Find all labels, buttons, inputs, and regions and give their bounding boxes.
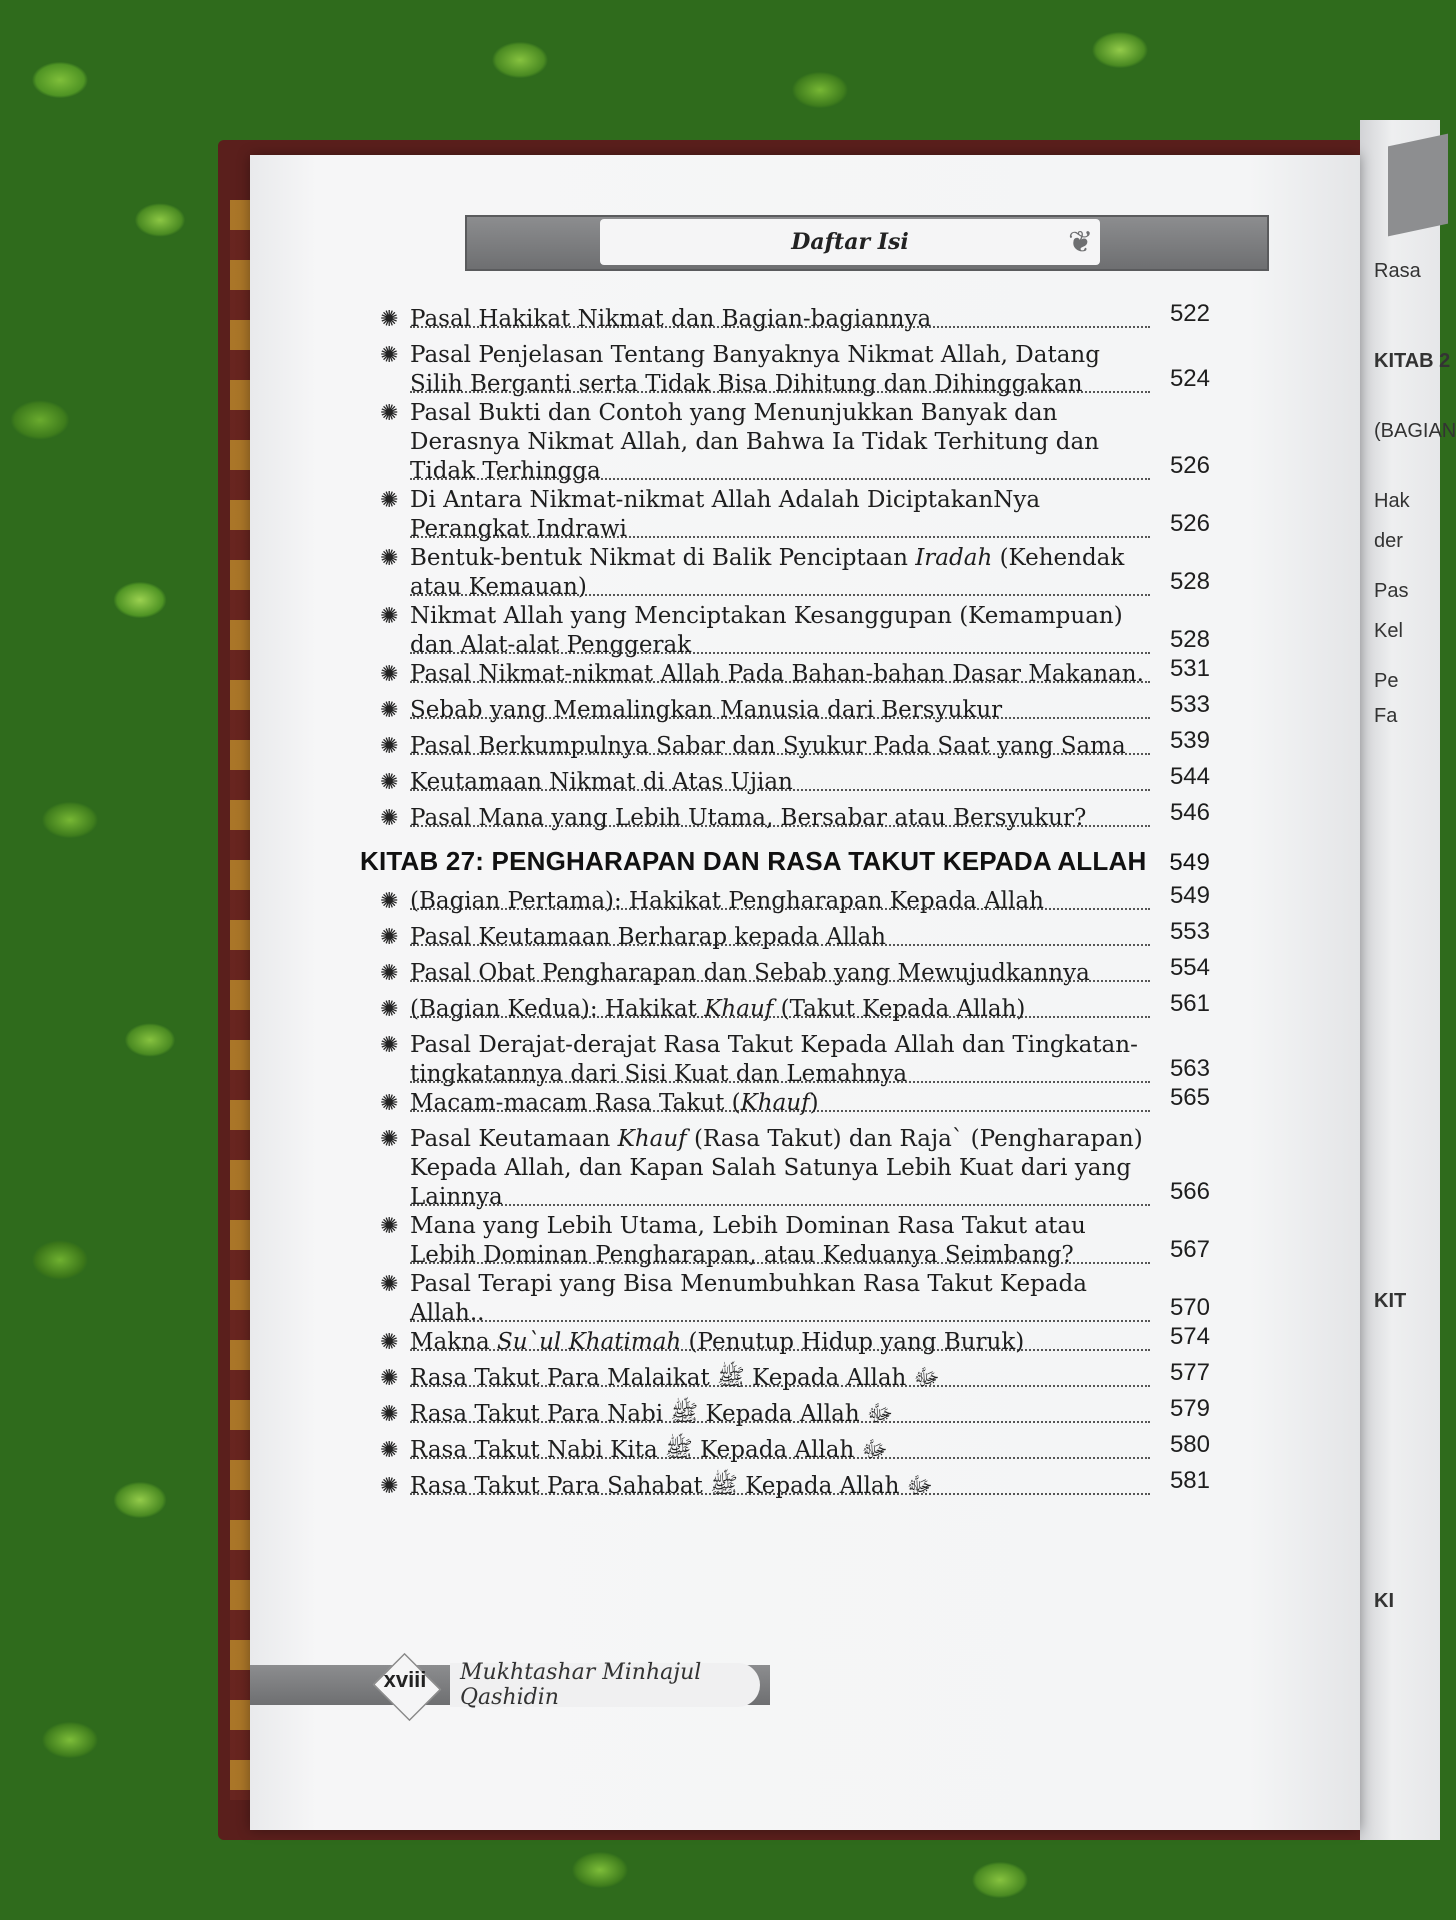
toc-entry	[380, 1431, 1210, 1466]
facing-header-band	[1388, 134, 1448, 237]
bullet-icon: ✺	[380, 662, 399, 687]
toc-entry-title: (Bagian Pertama): Hakikat Pengharapan Kepada Allah 549	[410, 882, 1210, 914]
toc-entry	[380, 990, 1210, 1025]
section-page: 549	[1169, 849, 1210, 876]
bullet-icon: ✺	[380, 925, 399, 950]
toc-entry	[380, 727, 1210, 762]
bullet-icon: ✺	[380, 343, 399, 368]
toc-entry	[380, 399, 1210, 484]
toc-page-number: 522	[1169, 300, 1210, 327]
facing-text: Kel	[1374, 620, 1403, 642]
toc-entry-title: Pasal Terapi yang Bisa Menumbuhkan Rasa Takut Kepada Allah.. 570	[410, 1271, 1210, 1326]
toc-entry	[380, 918, 1210, 953]
toc-entry	[380, 544, 1210, 600]
toc-entry	[380, 1323, 1210, 1358]
toc-entry-title: Nikmat Allah yang Menciptakan Kesanggupan (Kemampuan) dan Alat-alat Penggerak 528	[410, 603, 1210, 658]
toc-entry-title: Pasal Penjelasan Tentang Banyaknya Nikmat Allah, Datang Silih Berganti serta Tidak Bisa Dihitung dan Dihinggakan 524	[410, 342, 1210, 397]
toc-entry-title: Rasa Takut Para Malaikat ﷺ Kepada Allah ﷻ 577	[410, 1359, 1210, 1391]
toc-page-number: 546	[1169, 799, 1210, 826]
bullet-icon: ✺	[380, 488, 399, 513]
toc-page-number: 526	[1169, 452, 1210, 479]
toc-entry-title: Makna Su`ul Khatimah (Penutup Hidup yang Buruk) 574	[410, 1323, 1210, 1355]
bullet-icon: ✺	[380, 1438, 399, 1463]
toc-entry-title: Pasal Obat Pengharapan dan Sebab yang Mewujudkannya 554	[410, 954, 1210, 986]
toc-entry	[380, 1395, 1210, 1430]
toc-entry-title: Rasa Takut Nabi Kita ﷺ Kepada Allah ﷻ 580	[410, 1431, 1210, 1463]
facing-text: Pe	[1374, 670, 1399, 692]
toc-page-number: 561	[1169, 990, 1210, 1017]
toc-page-number: 567	[1169, 1236, 1210, 1263]
running-footer-title: Mukhtashar Minhajul Qashidin	[450, 1663, 760, 1707]
toc-entry-title: Pasal Berkumpulnya Sabar dan Syukur Pada Saat yang Sama 539	[410, 727, 1210, 759]
toc-page-number: 533	[1169, 691, 1210, 718]
facing-text: Rasa	[1374, 260, 1421, 282]
toc-page-number: 531	[1169, 655, 1210, 682]
toc-page-number: 553	[1169, 918, 1210, 945]
facing-text: KITAB 2	[1374, 350, 1451, 372]
toc-entry	[380, 602, 1210, 658]
toc-entry-title: Pasal Nikmat-nikmat Allah Pada Bahan-bahan Dasar Makanan. 531	[410, 655, 1210, 687]
leader-dots	[410, 1320, 1150, 1322]
bullet-icon: ✺	[380, 770, 399, 795]
bullet-icon: ✺	[380, 889, 399, 914]
toc-page-number: 581	[1169, 1467, 1210, 1494]
facing-text: KI	[1374, 1590, 1394, 1612]
page-title: Daftar Isi	[791, 229, 909, 255]
bullet-icon: ✺	[380, 401, 399, 426]
toc-entry-title: (Bagian Kedua): Hakikat Khauf (Takut Kepada Allah) 561	[410, 990, 1210, 1022]
toc-entry-title: Pasal Derajat-derajat Rasa Takut Kepada Allah dan Tingkatan-tingkatannya dari Sisi Kuat dan Lemahnya 563	[410, 1032, 1210, 1087]
toc-entry	[380, 1212, 1210, 1268]
section-title: KITAB 27: PENGHARAPAN DAN RASA TAKUT KEPADA ALLAH	[360, 846, 1147, 876]
toc-entry	[380, 1359, 1210, 1394]
bullet-icon: ✺	[380, 1272, 399, 1297]
page-number: xviii	[383, 1667, 427, 1692]
toc-page-number: 574	[1169, 1323, 1210, 1350]
toc-entry-title: Sebab yang Memalingkan Manusia dari Bersyukur 533	[410, 691, 1210, 723]
toc-entry	[380, 1270, 1210, 1326]
toc-entry	[380, 691, 1210, 726]
toc-page-number: 526	[1169, 510, 1210, 537]
toc-page-number: 566	[1169, 1178, 1210, 1205]
page-header	[600, 219, 1100, 265]
bullet-icon: ✺	[380, 1214, 399, 1239]
bullet-icon: ✺	[380, 1330, 399, 1355]
toc-page-number: 563	[1169, 1055, 1210, 1082]
toc-page-number: 549	[1169, 882, 1210, 909]
toc-page-number: 579	[1169, 1395, 1210, 1422]
facing-text: (BAGIAN	[1374, 420, 1456, 442]
bullet-icon: ✺	[380, 1127, 399, 1152]
toc-entry-title: Mana yang Lebih Utama, Lebih Dominan Rasa Takut atau Lebih Dominan Pengharapan, atau Keduanya Seimbang? 567	[410, 1213, 1210, 1268]
toc-entry-title: Pasal Hakikat Nikmat dan Bagian-bagiannya 522	[410, 300, 1210, 332]
toc-entry-title: Di Antara Nikmat-nikmat Allah Adalah DiciptakanNya Perangkat Indrawi 526	[410, 487, 1210, 542]
floral-ornament-icon: ❦	[1068, 225, 1094, 260]
bullet-icon: ✺	[380, 1091, 399, 1116]
bullet-icon: ✺	[380, 1402, 399, 1427]
facing-text: Fa	[1374, 705, 1398, 727]
toc-page-number: 554	[1169, 954, 1210, 981]
toc-page-number: 539	[1169, 727, 1210, 754]
leader-dots	[410, 1204, 1150, 1206]
section-heading	[360, 846, 1210, 877]
toc-entry-title: Rasa Takut Para Nabi ﷺ Kepada Allah ﷻ 579	[410, 1395, 1210, 1427]
toc-entry	[380, 1125, 1210, 1210]
bullet-icon: ✺	[380, 546, 399, 571]
toc-entry	[380, 1084, 1210, 1119]
facing-text: Hak	[1374, 490, 1410, 512]
toc-page-number: 570	[1169, 1294, 1210, 1321]
toc-entry-title: Pasal Keutamaan Khauf (Rasa Takut) dan Raja` (Pengharapan) Kepada Allah, dan Kapan Salah Satunya Lebih Kuat dari yang Lainnya 566	[410, 1126, 1210, 1210]
toc-page-number: 580	[1169, 1431, 1210, 1458]
facing-page	[1360, 120, 1456, 1840]
toc-entry-title: Keutamaan Nikmat di Atas Ujian 544	[410, 763, 1210, 795]
toc-entry	[380, 763, 1210, 798]
facing-text: Pas	[1374, 580, 1409, 602]
table-of-contents	[360, 300, 1210, 1508]
toc-entry-title: Pasal Keutamaan Berharap kepada Allah 553	[410, 918, 1210, 950]
bullet-icon: ✺	[380, 997, 399, 1022]
bullet-icon: ✺	[380, 1033, 399, 1058]
toc-entry-title: Rasa Takut Para Sahabat ﷺ Kepada Allah ﷻ 581	[410, 1467, 1210, 1499]
facing-text: KIT	[1374, 1290, 1407, 1312]
toc-entry-title: Pasal Mana yang Lebih Utama, Bersabar atau Bersyukur? 546	[410, 799, 1210, 831]
toc-entry	[380, 341, 1210, 397]
toc-page-number: 577	[1169, 1359, 1210, 1386]
toc-entry	[380, 655, 1210, 690]
bullet-icon: ✺	[380, 307, 399, 332]
toc-entry	[380, 1467, 1210, 1502]
bullet-icon: ✺	[380, 604, 399, 629]
bullet-icon: ✺	[380, 1474, 399, 1499]
bullet-icon: ✺	[380, 1366, 399, 1391]
toc-page-number: 524	[1169, 365, 1210, 392]
toc-entry-title: Macam-macam Rasa Takut (Khauf) 565	[410, 1084, 1210, 1116]
toc-entry	[380, 954, 1210, 989]
toc-entry	[380, 882, 1210, 917]
toc-entry	[380, 486, 1210, 542]
bullet-icon: ✺	[380, 806, 399, 831]
toc-page-number: 528	[1169, 568, 1210, 595]
toc-entry-title: Bentuk-bentuk Nikmat di Balik Penciptaan Iradah (Kehendak atau Kemauan) 528	[410, 545, 1210, 600]
toc-entry	[380, 1031, 1210, 1087]
bullet-icon: ✺	[380, 961, 399, 986]
bullet-icon: ✺	[380, 698, 399, 723]
book-page	[250, 155, 1360, 1830]
facing-text: der	[1374, 530, 1403, 552]
bullet-icon: ✺	[380, 734, 399, 759]
toc-entry-title: Pasal Bukti dan Contoh yang Menunjukkan Banyak dan Derasnya Nikmat Allah, dan Bahwa Ia Tidak Terhitung dan Tidak Terhingga 526	[410, 400, 1210, 484]
toc-page-number: 528	[1169, 626, 1210, 653]
toc-entry	[380, 799, 1210, 834]
toc-entry	[380, 300, 1210, 335]
toc-page-number: 565	[1169, 1084, 1210, 1111]
toc-page-number: 544	[1169, 763, 1210, 790]
